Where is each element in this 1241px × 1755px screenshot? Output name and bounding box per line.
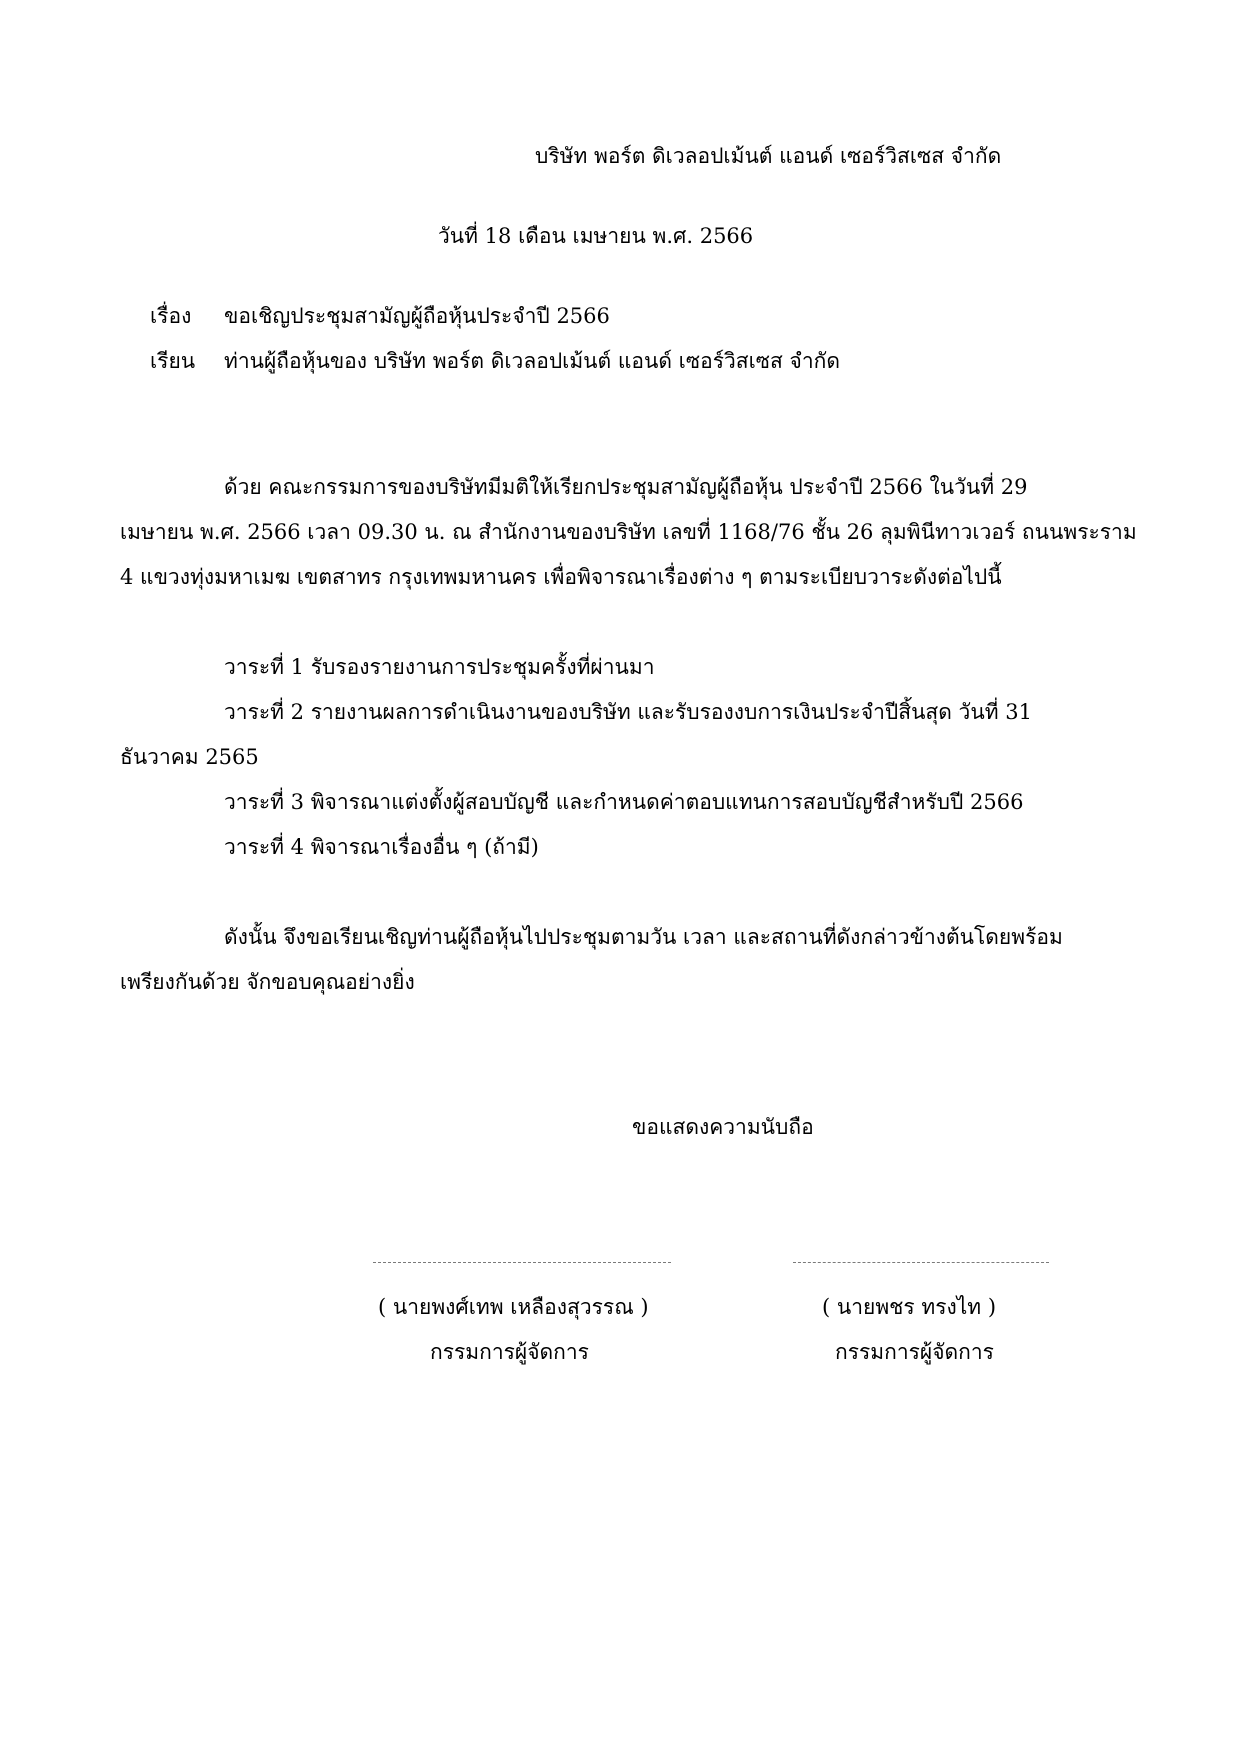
recipient-label: เรียน <box>150 349 196 373</box>
signature-line-left <box>373 1262 671 1263</box>
signatory-title-right: กรรมการผู้จัดการ <box>835 1340 994 1364</box>
agenda-item-2-continued: ธันวาคม 2565 <box>120 745 259 769</box>
signature-line-right <box>793 1262 1049 1263</box>
closing-line-2: เพรียงกันด้วย จักขอบคุณอย่างยิ่ง <box>120 970 415 994</box>
intro-line-3: 4 แขวงทุ่งมหาเมฆ เขตสาทร กรุงเทพมหานคร เพื่อพิจารณาเรื่องต่าง ๆ ตามระเบียบวาระดังต่อไปนี้ <box>120 565 1002 589</box>
signoff: ขอแสดงความนับถือ <box>632 1115 814 1139</box>
subject-text: ขอเชิญประชุมสามัญผู้ถือหุ้นประจำปี 2566 <box>224 304 610 328</box>
intro-line-1: ด้วย คณะกรรมการของบริษัทมีมติให้เรียกประชุมสามัญผู้ถือหุ้น ประจำปี 2566 ในวันที่ 29 <box>224 475 1028 499</box>
agenda-item-3: วาระที่ 3 พิจารณาแต่งตั้งผู้สอบบัญชี และกำหนดค่าตอบแทนการสอบบัญชีสำหรับปี 2566 <box>224 790 1024 814</box>
agenda-item-1: วาระที่ 1 รับรองรายงานการประชุมครั้งที่ผ่านมา <box>224 655 655 679</box>
letter-date: วันที่ 18 เดือน เมษายน พ.ศ. 2566 <box>438 224 754 248</box>
recipient-text: ท่านผู้ถือหุ้นของ บริษัท พอร์ต ดิเวลอปเม้นต์ แอนด์ เซอร์วิสเซส จำกัด <box>224 349 840 373</box>
agenda-item-2: วาระที่ 2 รายงานผลการดำเนินงานของบริษัท และรับรองงบการเงินประจำปีสิ้นสุด วันที่ 31 <box>224 700 1032 724</box>
signatory-name-right: ( นายพชร ทรงไท ) <box>822 1295 997 1319</box>
closing-line-1: ดังนั้น จึงขอเรียนเชิญท่านผู้ถือหุ้นไปประชุมตามวัน เวลา และสถานที่ดังกล่าวข้างต้นโดยพร้อม <box>224 925 1063 949</box>
signatory-name-left: ( นายพงศ์เทพ เหลืองสุวรรณ ) <box>378 1295 649 1319</box>
subject-label: เรื่อง <box>150 304 192 328</box>
agenda-item-4: วาระที่ 4 พิจารณาเรื่องอื่น ๆ (ถ้ามี) <box>224 835 539 859</box>
company-name: บริษัท พอร์ต ดิเวลอปเม้นต์ แอนด์ เซอร์วิสเซส จำกัด <box>535 144 1002 168</box>
intro-line-2: เมษายน พ.ศ. 2566 เวลา 09.30 น. ณ สำนักงานของบริษัท เลขที่ 1168/76 ชั้น 26 ลุมพินีทาวเวอร์ ถนนพระราม <box>120 520 1137 544</box>
signatory-title-left: กรรมการผู้จัดการ <box>430 1340 589 1364</box>
